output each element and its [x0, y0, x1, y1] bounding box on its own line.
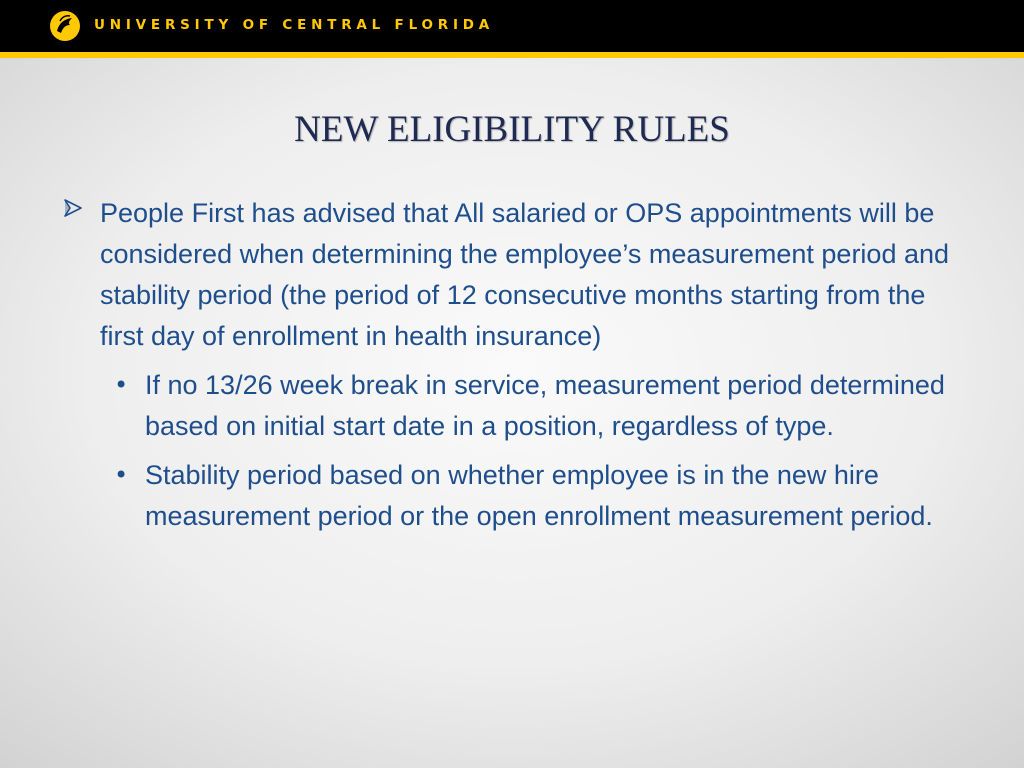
dot-bullet-icon: • [114, 461, 129, 489]
arrow-bullet-icon [62, 197, 84, 219]
slide-title: NEW ELIGIBILITY RULES [294, 109, 730, 150]
pegasus-logo-icon [48, 9, 82, 43]
list-item [62, 365, 972, 447]
slide-content [62, 193, 972, 545]
sub-list [62, 365, 972, 537]
sub-bullet-text: If no 13/26 week break in service, measurement period determined based on initial start date in a position, regardless of type. [145, 370, 945, 441]
list-item [62, 455, 972, 537]
list-item [62, 193, 972, 357]
dot-bullet-icon: • [114, 371, 129, 399]
bullet-text: People First has advised that All salaried or OPS appointments will be considered when determining the employee’s measurement period and stability period (the period of 12 consecutive months starting from the first day of enrollment in health insurance) [100, 198, 950, 351]
header-bar [0, 0, 1024, 58]
brand-name: UNIVERSITY OF CENTRAL FLORIDA [94, 17, 495, 33]
sub-bullet-text: Stability period based on whether employee is in the new hire measurement period or the open enrollment measurement period. [145, 460, 933, 531]
